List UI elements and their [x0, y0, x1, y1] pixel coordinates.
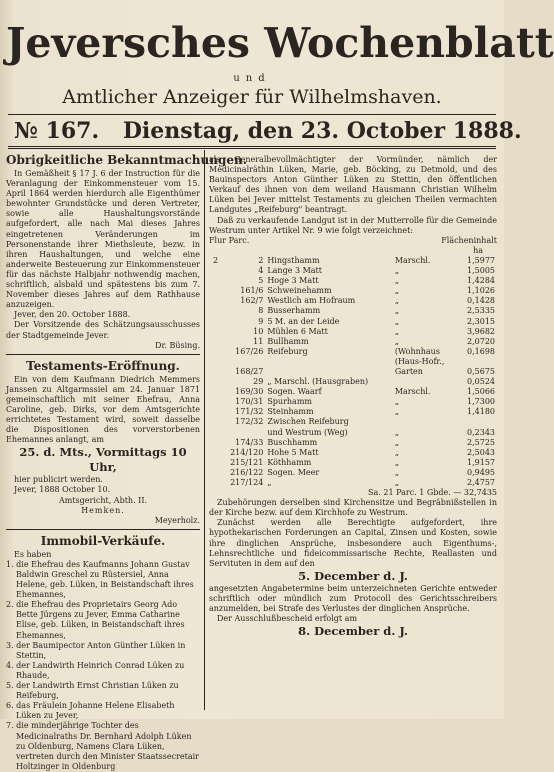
parcel-kind: „ — [394, 316, 399, 326]
parcel-name: „ Marschl. (Hausgraben) — [267, 377, 369, 387]
parcel-kind: „ — [394, 336, 399, 346]
parcel-flur — [209, 337, 220, 347]
parcel-number: 2 — [258, 255, 264, 265]
parcel-kind: (Haus-Hofr., — [394, 356, 445, 366]
parcel-number: 167/26 — [235, 346, 264, 356]
parcel-table-header — [209, 236, 497, 246]
parcel-number — [220, 428, 265, 438]
table-row — [209, 286, 497, 296]
parcel-flur — [209, 387, 220, 397]
right-date2: 8. December d. J. — [298, 624, 408, 639]
parcel-name: Köthhamm — [267, 457, 312, 467]
parcel-area: 1,5005 — [467, 266, 495, 276]
parcel-flur: 2 — [212, 255, 219, 265]
dateline-rule — [8, 146, 496, 149]
parcel-name: Mühlen 6 Matt — [267, 326, 328, 336]
parcel-name: Hohe 5 Matt — [267, 447, 319, 457]
parcel-number: 170/31 — [235, 397, 264, 407]
parcel-name: Sogen. Waarf — [267, 387, 322, 397]
parcel-flur — [209, 266, 220, 276]
parcel-number: 215/121 — [230, 457, 264, 467]
parcel-number: 29 — [253, 377, 264, 387]
parcel-area — [458, 357, 497, 367]
table-row — [209, 397, 497, 407]
parcel-kind — [393, 377, 458, 387]
right-p4: Zunächst werden alle Berechtigte aufgefordert, ihre hypothekarischen Forderungen an Capital, Zinsen und Kosten, sowie ihre dinglichen Ansprüche, insbesondere auch Eigenthums-, Lehnsrechtliche und fideicommissarische Rechte, Reallasten und Servituten in dem auf den — [209, 518, 497, 568]
parcel-name: Spurhamm — [267, 397, 312, 407]
parcel-name: Bullhamm — [267, 336, 309, 346]
parcel-name: 5 M. an der Leide — [267, 316, 340, 326]
table-row — [209, 317, 497, 327]
parcel-kind: Garten — [394, 366, 423, 376]
parcel-kind: „ — [394, 326, 399, 336]
issue-number: № 167. — [14, 118, 100, 144]
parcel-area: 3,9682 — [467, 326, 495, 336]
parcel-name: Reifeburg — [267, 346, 308, 356]
parcel-area: 2,4757 — [467, 478, 495, 487]
official-signer: Dr. Büsing. — [155, 340, 200, 350]
list-item: 2. die Ehefrau des Proprietairs Georg Ado Bette Jürgens zu Jever, Emma Catharine Elise, geb. Lüken, in Beistandschaft ihres Ehemannes, — [6, 600, 185, 640]
table-row — [209, 478, 497, 488]
table-row — [209, 458, 497, 468]
right-p6: Der Ausschlußbescheid erfolgt am — [217, 614, 358, 624]
parcel-kind: Marschl. — [394, 255, 431, 265]
parcel-flur — [209, 407, 220, 417]
parcel-number: 161/6 — [240, 286, 264, 296]
parcel-flur — [209, 377, 220, 387]
parcel-kind: „ — [394, 467, 399, 477]
parcel-name: Hoge 3 Matt — [267, 276, 319, 286]
parcel-name — [265, 357, 393, 367]
parcel-header-right: Flächeninhalt — [441, 235, 497, 245]
parcel-number — [220, 357, 265, 367]
parcel-kind: „ — [394, 397, 399, 407]
testament-date-line: 25. d. Mts., Vormittags 10 Uhr, — [19, 445, 187, 475]
dateline — [14, 118, 522, 144]
table-row — [209, 448, 497, 458]
parcel-number: 10 — [253, 326, 264, 336]
parcel-kind: „ — [394, 407, 399, 417]
parcel-name: Westlich am Hofraum — [267, 296, 356, 306]
table-row — [209, 387, 497, 397]
parcel-flur — [209, 458, 220, 468]
parcel-area: 0,9495 — [467, 467, 495, 477]
parcel-name: Sogen. Meer — [267, 467, 320, 477]
parcel-flur — [209, 317, 220, 327]
parcel-number: 9 — [258, 316, 264, 326]
parcel-flur — [209, 276, 220, 286]
parcel-flur — [209, 468, 220, 478]
parcel-kind: Marschl. — [394, 387, 431, 397]
table-row — [209, 347, 497, 357]
parcel-name: Buschhamm — [267, 437, 318, 447]
table-row — [209, 417, 497, 427]
official-place-date: Jever, den 20. October 1888. — [14, 310, 131, 320]
parcel-flur — [209, 357, 220, 367]
parcel-area: 1,1026 — [467, 286, 495, 296]
parcel-area — [458, 417, 497, 427]
table-row — [209, 327, 497, 337]
table-row — [209, 367, 497, 377]
table-row — [209, 306, 497, 316]
parcel-area: 0,2343 — [467, 427, 495, 437]
parcel-header-unit: ha — [473, 245, 483, 255]
parcel-name — [265, 367, 393, 377]
column-divider — [204, 150, 205, 710]
parcel-name: Zwischen Reifeburg — [267, 417, 349, 427]
parcel-area: 1,7300 — [467, 397, 495, 407]
parcel-number: 174/33 — [235, 437, 264, 447]
testament-body: Ein von dem Kaufmann Diedrich Memmers Janssen zu Altgarmssiel am 24. Januar 1871 gemeinschaftlich mit seiner Ehefrau, Anna Caroline, geb. Dirks, vor dem Amtsgerichte errichtetes Testament wird, soweit dasselbe die Dispositionen des vorverstorbenen Ehemannes anlangt, am — [6, 374, 200, 445]
masthead-und: und — [233, 73, 271, 84]
parcel-flur — [209, 438, 220, 448]
parcel-flur — [209, 347, 220, 357]
parcel-kind: „ — [394, 457, 399, 467]
parcel-header-left: Flur Parc. — [209, 235, 250, 245]
parcel-name: „ — [267, 478, 272, 487]
parcel-number: 216/122 — [230, 467, 264, 477]
official-heading: Obrigkeitliche Bekanntmachungen. — [6, 153, 247, 167]
parcel-area: 1,5977 — [467, 255, 495, 265]
section-separator — [6, 529, 200, 530]
right-column — [209, 155, 497, 639]
table-row — [209, 337, 497, 347]
parcel-number: 5 — [258, 276, 264, 286]
parcel-flur — [209, 448, 220, 458]
parcel-area: 1,4284 — [467, 276, 495, 286]
official-body: In Gemäßheit § 17 J. 6 der Instruction für die Veranlagung der Einkommensteuer vom 15. April 1864 werden hierdurch alle Eigenthümer bewohnter Grundstücke und deren Vertreter, sowie alle Haushaltungsvorstände aufgefordert, alle nach Mai dieses Jahres eingetretenen Veränderungen im Personenstande ihrer Miethsleute, bezw. in ihren Haushaltungen, und welche eine anderweite Besteuerung zur Einkommensteuer für das nächste Halbjahr nothwendig machen, schriftlich, alsbald und spätestens bis zum 7. November dieses Jahres auf dem Rathhause anzuzeigen. — [6, 169, 200, 310]
masthead-subtitle: Amtlicher Anzeiger für Wilhelmshaven. — [62, 86, 442, 108]
right-date1: 5. December d. J. — [298, 568, 408, 583]
table-row — [209, 468, 497, 478]
right-p5: angesetzten Angabetermine beim unterzeichneten Gerichte entweder schriftlich oder mündlich zum Protocoll des Gerichtsschreibers anzumelden, bei Strafe des Verlustes der dinglichen Ansprüche. — [209, 583, 497, 614]
testament-after: hier publicirt werden. — [14, 475, 103, 485]
parcel-name: und Westrum (Weg) — [267, 427, 348, 437]
parcel-kind — [393, 417, 458, 427]
parcel-number: 217/124 — [230, 478, 264, 487]
parcel-flur — [209, 417, 220, 427]
parcel-kind: „ — [394, 266, 399, 276]
parcel-kind: „ — [394, 478, 399, 487]
table-row — [209, 276, 497, 286]
parcel-flur — [209, 296, 220, 306]
parcel-kind: „ — [394, 447, 399, 457]
parcel-name: Lange 3 Matt — [267, 266, 322, 276]
list-item: 3. der Baumipector Anton Günther Lüken in Stettin, — [6, 640, 186, 660]
parcel-area: 1,5066 — [467, 387, 495, 397]
parcel-number: 214/120 — [230, 447, 264, 457]
testament-place-date: Jever, 1888 October 10. — [14, 485, 111, 495]
list-item: 6. das Fräulein Johanne Helene Elisabeth Lüken zu Jever, — [6, 701, 175, 721]
parcel-kind: „ — [394, 296, 399, 306]
parcel-number: 169/30 — [235, 387, 264, 397]
issue-date: Dienstag, den 23. October 1888. — [122, 118, 522, 144]
parcel-kind: „ — [394, 427, 399, 437]
immobil-heading: Immobil-Verkäufe. — [40, 533, 166, 548]
table-row — [209, 296, 497, 306]
parcel-area: 0,1698 — [467, 346, 495, 356]
table-row — [209, 377, 497, 387]
list-item: 5. der Landwirth Ernst Christian Lüken zu Reifeburg, — [6, 681, 179, 701]
parcel-flur — [209, 327, 220, 337]
parcel-kind: (Wohnhaus — [394, 346, 440, 356]
table-row — [209, 256, 497, 266]
parcel-kind: „ — [394, 306, 399, 316]
parcel-area: 0,0524 — [467, 377, 495, 387]
parcel-area: 2,5725 — [467, 437, 495, 447]
parcel-area: 2,5043 — [467, 447, 495, 457]
parcel-flur — [209, 428, 220, 438]
parcel-kind: „ — [394, 276, 399, 286]
parcel-flur — [209, 286, 220, 296]
parcel-name: Hingsthamm — [267, 255, 320, 265]
right-p3: Zubehörungen derselben sind Kirchensitze und Begräbnißstellen in der Kirche bezw. auf dem Kirchhofe zu Westrum. — [209, 498, 497, 518]
parcel-area: 2,0720 — [467, 336, 495, 346]
testament-signer: Hemken. — [81, 505, 125, 515]
parcel-flur — [209, 397, 220, 407]
testament-heading: Testaments-Eröffnung. — [26, 358, 180, 373]
masthead-title: Jeversches Wochenblatt — [6, 19, 554, 67]
table-row — [209, 407, 497, 417]
list-item: 4. der Landwirth Heinrich Conrad Lüken zu Rhaude, — [6, 660, 185, 680]
parcel-area: 2,5335 — [467, 306, 495, 316]
parcel-area: 1,9157 — [467, 457, 495, 467]
parcel-number: 4 — [258, 266, 264, 276]
official-board: Der Vorsitzende des Schätzungsausschusses der Stadtgemeinde Jever. — [6, 320, 200, 340]
masthead-rule — [8, 114, 496, 115]
testament-note: Meyerholz. — [154, 515, 200, 525]
parcel-number: 8 — [258, 306, 264, 316]
parcel-name: Schweinehamm — [267, 286, 332, 296]
parcel-total: Sa. 21 Parc. 1 Gbde. — 32,7435 — [368, 488, 497, 498]
parcel-area: 0,5675 — [467, 366, 495, 376]
table-row — [209, 438, 497, 448]
parcel-table — [209, 256, 497, 488]
parcel-kind: „ — [394, 286, 399, 296]
parcel-name: Steinhamm — [267, 407, 314, 417]
parcel-area: 2,3015 — [467, 316, 495, 326]
parcel-name: Busserhamm — [267, 306, 321, 316]
table-row — [209, 357, 497, 367]
parcel-number: 172/32 — [235, 417, 264, 427]
right-intro: als Generalbevollmächtigter der Vormünder, nämlich der Medicinalräthin Lüken, Marie, geb. Böcking, zu Detmold, und des Bauinspectors Anton Günther Lüken zu Stettin, den öffentlichen Verkauf des ihnen von dem weiland Hausmann Christian Wilhelm Lüken bei Jever mittelst Testaments zu gleichen Theilen vermachten Landgutes „Reifeburg" beantragt. — [209, 155, 497, 215]
parcel-flur — [209, 306, 220, 316]
parcel-flur — [209, 367, 220, 377]
table-row — [209, 428, 497, 438]
table-row — [209, 266, 497, 276]
immobil-intro: Es haben — [14, 549, 52, 559]
parcel-number: 11 — [253, 336, 264, 346]
testament-court: Amtsgericht, Abth. II. — [58, 495, 148, 505]
parcel-flur — [209, 478, 220, 488]
parcel-number: 168/27 — [235, 366, 264, 376]
list-item: 7. die minderjährige Tochter des Medicinalraths Dr. Bernhard Adolph Lüken zu Oldenburg, Namens Clara Lüken, vertreten durch den Minister Staatssecretair Holtzinger in Oldenburg — [6, 721, 200, 771]
section-separator — [6, 354, 200, 355]
parcel-area: 1,4180 — [467, 407, 495, 417]
right-p2: Daß zu verkaufende Landgut ist in der Mutterrolle für die Gemeinde Westrum unter Artikel Nr. 9 wie folgt verzeichnet: — [209, 215, 497, 235]
parcel-kind: „ — [394, 437, 399, 447]
parcel-number: 171/32 — [235, 407, 264, 417]
list-item: 1. die Ehefrau des Kaufmanns Johann Gustav Baldwin Greschel zu Rüstersiel, Anna Helene, geb. Lüken, in Beistandschaft ihres Ehemannes, — [6, 559, 194, 600]
parcel-number: 162/7 — [240, 296, 264, 306]
parcel-area: 0,1428 — [467, 296, 495, 306]
